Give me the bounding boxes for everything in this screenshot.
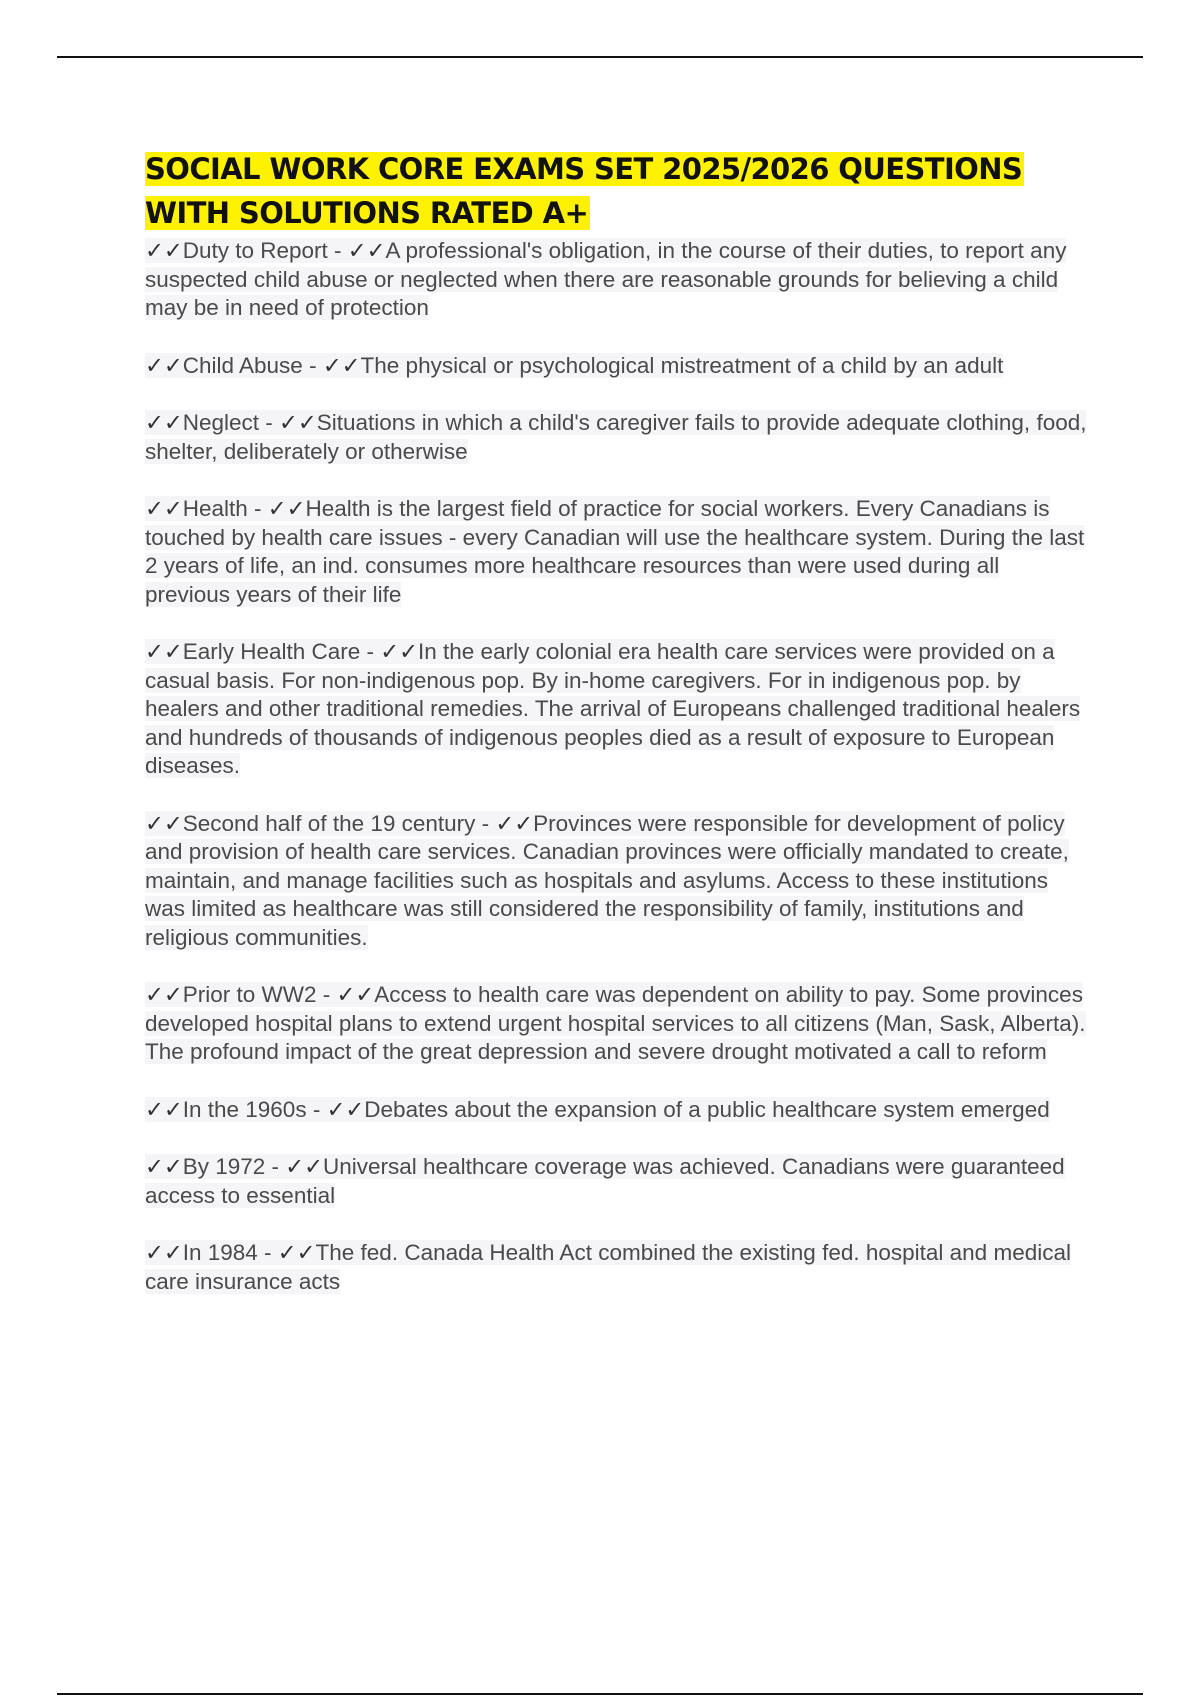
check-marker-icon: ✓✓ (326, 1096, 365, 1122)
qa-item (145, 981, 1090, 1067)
check-marker-icon: ✓✓ (277, 1240, 316, 1265)
qa-highlight (145, 1154, 1065, 1208)
check-marker-icon: ✓✓ (145, 496, 183, 521)
check-marker-icon: ✓✓ (380, 639, 419, 664)
qa-definition: Universal healthcare coverage was achieved. Canadians were guaranteed access to essential (145, 1154, 1065, 1208)
qa-definition: Situations in which a child's caregiver fails to provide adequate clothing, food, shelter, deliberately or otherwise (145, 410, 1087, 464)
qa-separator: - (265, 1154, 286, 1179)
qa-definition: Access to health care was dependent on ability to pay. Some provinces developed hospital plans to extend urgent hospital services to all citizens (Man, Sask, Alberta). The profound impact of the great depression and severe drought motivated a call to reform (145, 982, 1086, 1064)
bottom-rule (57, 1693, 1143, 1695)
qa-highlight (145, 982, 1086, 1064)
check-marker-icon: ✓✓ (267, 496, 306, 521)
qa-term: Duty to Report (182, 238, 328, 263)
qa-highlight (145, 1097, 1050, 1122)
qa-list (145, 237, 1090, 1296)
qa-separator: - (247, 496, 268, 521)
qa-term: Health (182, 496, 248, 521)
check-marker-icon: ✓✓ (145, 982, 183, 1007)
qa-highlight (145, 811, 1069, 950)
qa-item (145, 409, 1090, 466)
check-marker-icon: ✓✓ (145, 1240, 183, 1265)
qa-highlight (145, 410, 1086, 464)
qa-definition: The fed. Canada Health Act combined the existing fed. hospital and medical care insurance acts (145, 1240, 1071, 1294)
qa-definition: Debates about the expansion of a public healthcare system emerged (364, 1096, 1050, 1122)
qa-separator: - (259, 410, 280, 435)
check-marker-icon: ✓✓ (347, 238, 386, 263)
check-marker-icon: ✓✓ (145, 352, 183, 378)
qa-item (145, 1096, 1090, 1125)
title-highlight: SOCIAL WORK CORE EXAMS SET 2025/2026 QUESTIONS WITH SOLUTIONS RATED A+ (145, 152, 1023, 230)
check-marker-icon: ✓✓ (145, 410, 183, 435)
qa-term: Prior to WW2 (182, 982, 317, 1007)
check-marker-icon: ✓✓ (145, 639, 183, 664)
qa-item (145, 1239, 1090, 1296)
qa-term: In 1984 (182, 1240, 258, 1265)
check-marker-icon: ✓✓ (279, 410, 317, 435)
qa-definition: A professional's obligation, in the course of their duties, to report any suspected child abuse or neglected when there are reasonable grounds for believing a child may be in need of protection (145, 238, 1067, 320)
document-body (145, 147, 1090, 1325)
check-marker-icon: ✓✓ (322, 352, 361, 378)
qa-item (145, 237, 1090, 323)
qa-separator: - (306, 1096, 327, 1122)
qa-item (145, 495, 1090, 609)
qa-highlight (145, 639, 1080, 778)
qa-item (145, 1153, 1090, 1210)
qa-highlight (145, 1240, 1071, 1294)
qa-separator: - (327, 238, 348, 263)
top-rule (57, 56, 1143, 58)
qa-definition: Provinces were responsible for development of policy and provision of health care services. Canadian provinces were officially mandated to create, maintain, and manage facilities such as hospitals and asylums. Access to these institutions was limited as healthcare was still considered the responsibility of family, institutions and religious communities. (145, 810, 1069, 950)
check-marker-icon: ✓✓ (145, 1096, 183, 1122)
qa-separator: - (257, 1240, 278, 1265)
check-marker-icon: ✓✓ (336, 982, 375, 1007)
qa-highlight (145, 353, 1003, 378)
qa-term: Second half of the 19 century (182, 810, 476, 836)
qa-highlight (145, 496, 1084, 607)
qa-separator: - (475, 810, 496, 836)
check-marker-icon: ✓✓ (145, 1154, 183, 1179)
check-marker-icon: ✓✓ (495, 810, 534, 836)
document-title (145, 147, 1090, 235)
qa-term: Early Health Care (182, 639, 361, 664)
qa-term: In the 1960s (182, 1096, 307, 1122)
check-marker-icon: ✓✓ (145, 238, 183, 263)
qa-definition: In the early colonial era health care services were provided on a casual basis. For non-indigenous pop. By in-home caregivers. For in indigenous pop. by healers and other traditional remedies. The arrival of Europeans challenged traditional healers and hundreds of thousands of indigenous peoples died as a result of exposure to European diseases. (145, 639, 1081, 778)
qa-separator: - (360, 639, 381, 664)
qa-term: Child Abuse (182, 352, 303, 378)
qa-separator: - (316, 982, 337, 1007)
qa-term: Neglect (182, 410, 260, 435)
qa-highlight (145, 238, 1066, 320)
qa-term: By 1972 (182, 1154, 266, 1179)
check-marker-icon: ✓✓ (285, 1154, 323, 1179)
check-marker-icon: ✓✓ (145, 810, 183, 836)
qa-item (145, 810, 1090, 953)
qa-separator: - (302, 352, 323, 378)
qa-item (145, 638, 1090, 781)
qa-item (145, 352, 1090, 381)
qa-definition: The physical or psychological mistreatment of a child by an adult (360, 352, 1004, 378)
qa-definition: Health is the largest field of practice for social workers. Every Canadians is touched by health care issues - every Canadian will use the healthcare system. During the last 2 years of life, an ind. consumes more healthcare resources than were used during all previous years of their life (145, 496, 1085, 607)
